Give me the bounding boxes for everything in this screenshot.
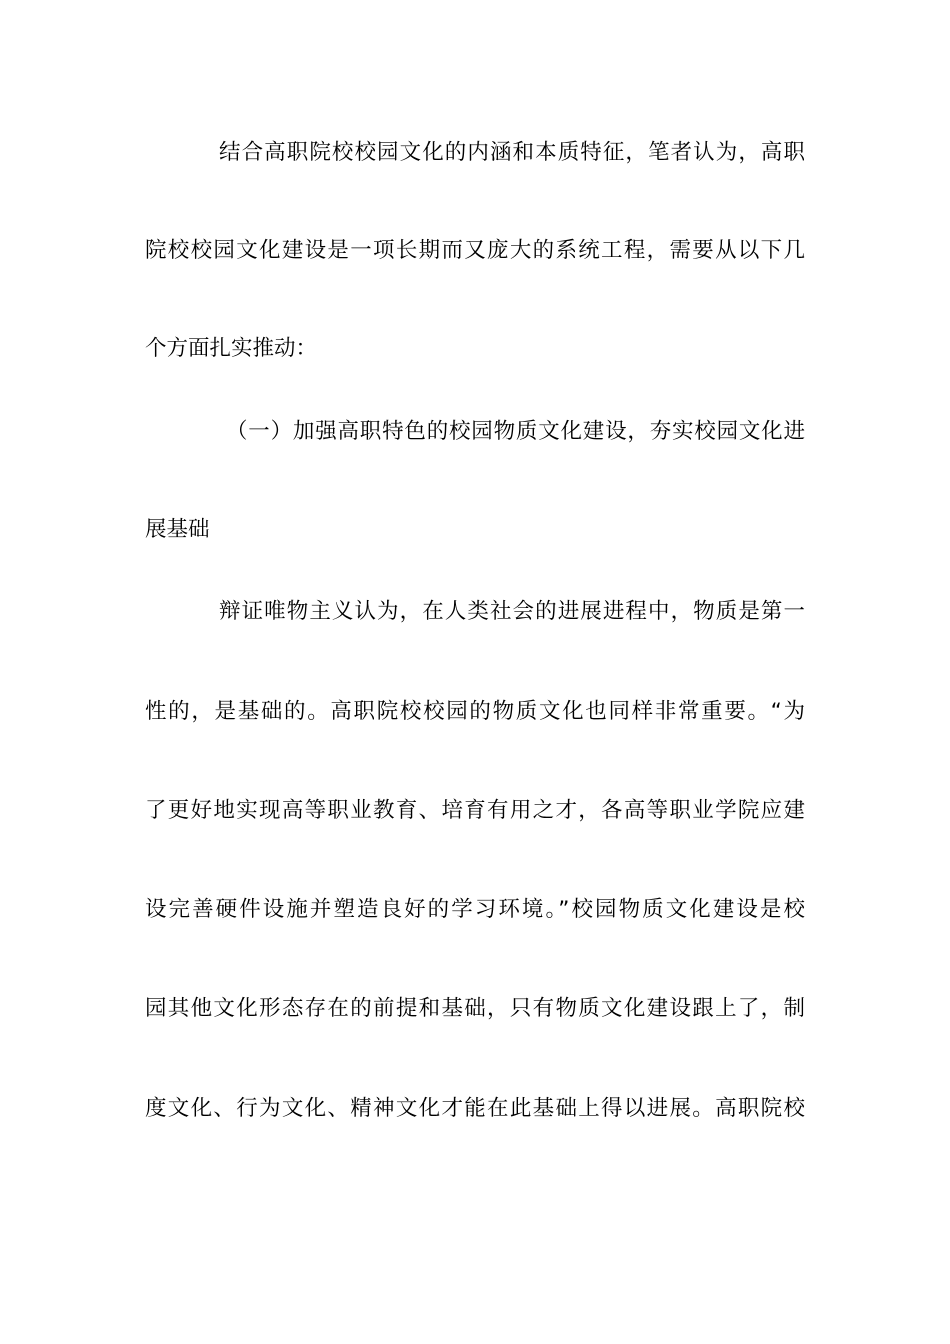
paragraph-1-line-2: 院校校园文化建设是一项长期而又庞大的系统工程，需要从以下几 (145, 238, 805, 263)
paragraph-3-line-1: 辩证唯物主义认为，在人类社会的进展进程中，物质是第一 (219, 599, 805, 624)
paragraph-1-line-1: 结合高职院校校园文化的内涵和本质特征，笔者认为，高职 (219, 140, 805, 165)
section-heading-line-2: 展基础 (145, 517, 210, 542)
section-heading-line-1: （一）加强高职特色的校园物质文化建设，夯实校园文化进 (226, 419, 805, 444)
paragraph-1-line-3: 个方面扎实推动： (145, 336, 318, 361)
paragraph-3-line-6: 度文化、行为文化、精神文化才能在此基础上得以进展。高职院校 (145, 1096, 805, 1121)
paragraph-3-line-4: 设完善硬件设施并塑造良好的学习环境。”校园物质文化建设是校 (145, 897, 805, 922)
paragraph-3-line-5: 园其他文化形态存在的前提和基础，只有物质文化建设跟上了，制 (145, 996, 805, 1021)
paragraph-3-line-2: 性的，是基础的。高职院校校园的物质文化也同样非常重要。“为 (145, 699, 805, 724)
paragraph-3-line-3: 了更好地实现高等职业教育、培育有用之才，各高等职业学院应建 (145, 798, 805, 823)
